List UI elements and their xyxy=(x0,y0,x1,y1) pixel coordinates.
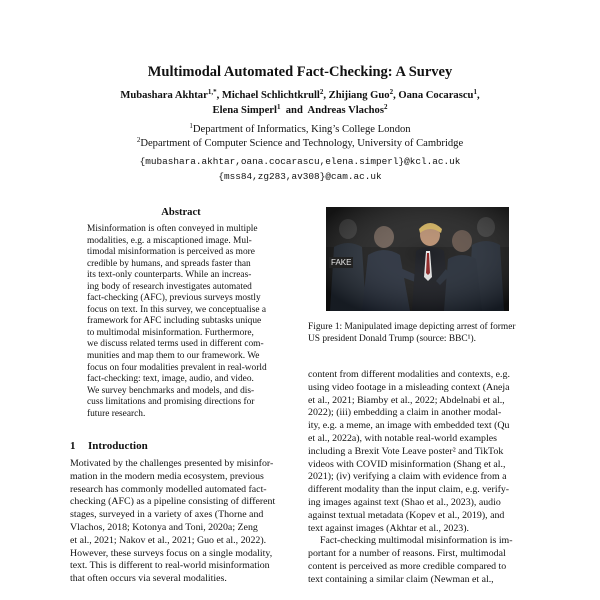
author-name: Elena Simperl xyxy=(212,105,277,116)
body-line: ing images against text (Shao et al., 2023), audio xyxy=(308,496,501,508)
body-line: ity, e.g. a meme, an image with embedded text (Qu xyxy=(308,420,510,432)
abstract-line: modalities, e.g. a miscaptioned image. Mul- xyxy=(87,235,252,246)
body-line: text against images (Akhtar et al., 2023). xyxy=(308,522,469,534)
author-name: Andreas Vlachos xyxy=(307,105,384,116)
affiliation-2-text: Department of Computer Science and Technology, University of Cambridge xyxy=(140,138,464,149)
introduction-line: stages, surveyed in a variety of axes (Thorne and xyxy=(70,509,264,521)
abstract-line: munities and map them to our framework. We xyxy=(87,351,260,362)
author-separator: , xyxy=(216,90,222,101)
section-title: Introduction xyxy=(88,440,148,452)
author-line-1 xyxy=(0,90,600,101)
body-line: 2022); (iii) embedding a claim in another modal- xyxy=(308,407,502,419)
introduction-line: Motivated by the challenges presented by misinfor- xyxy=(70,458,274,469)
introduction-line: mation in the modern media ecosystem, previous xyxy=(70,470,264,482)
right-column-body xyxy=(308,369,534,587)
caption-line: Figure 1: Manipulated image depicting arrest of former xyxy=(308,322,516,332)
author-affiliation-marker: 1 xyxy=(473,88,477,96)
affiliation-1-text: Department of Informatics, King’s College London xyxy=(192,124,411,135)
abstract-heading: Abstract xyxy=(161,207,201,218)
body-line: against textual metadata (Kopev et al., 2019), and xyxy=(308,509,505,521)
author-affiliation-marker: 2 xyxy=(389,88,394,96)
body-line: videos with COVID misinformation (Shang et al., xyxy=(308,458,506,470)
author-name: Mubashara Akhtar xyxy=(120,90,208,101)
body-line: including a Brexit Vote Leave poster² and TikTok xyxy=(308,445,504,457)
abstract-line: We survey benchmarks and models, and dis- xyxy=(87,385,255,396)
author-name: Zhijiang Guo xyxy=(328,90,390,101)
introduction-line: checking (AFC) as a pipeline consisting of different xyxy=(70,496,276,508)
section-heading-introduction xyxy=(70,440,292,452)
abstract-line: Misinformation is often conveyed in multiple xyxy=(87,224,258,234)
email-line-kcl: {mubashara.akhtar,oana.cocarascu,elena.simperl}@kcl.ac.uk xyxy=(139,156,461,167)
author-separator: and xyxy=(280,105,308,116)
abstract-line: fact-checking: text, image, audio, and video. xyxy=(87,374,254,385)
affiliation-1-marker: 1 xyxy=(189,122,193,130)
figure-caption xyxy=(308,322,534,346)
abstract-line: fact-checking (AFC), previous surveys mostly xyxy=(87,293,261,304)
author-separator: , xyxy=(476,90,480,101)
affiliation-1 xyxy=(0,124,600,135)
author-affiliation-marker: 1 xyxy=(276,103,281,111)
caption-line: US president Donald Trump (source: BBC¹). xyxy=(308,333,476,344)
author-affiliation-marker: 1,* xyxy=(207,88,217,96)
introduction-line: However, these surveys focus on a single modality, xyxy=(70,547,273,559)
body-line: et al., 2022a), with notable real-world examples xyxy=(308,432,497,444)
body-line: different modality than the input claim, e.g. verify- xyxy=(308,484,510,496)
abstract-line: credible by humans, and spreads faster than xyxy=(87,258,251,269)
introduction-line: that often occurs via several modalities. xyxy=(70,573,227,585)
introduction-line: Vlachos, 2018; Kotonya and Toni, 2020a; Zeng xyxy=(70,521,258,533)
author-affiliation-marker: 2 xyxy=(319,88,324,96)
figure-image xyxy=(326,207,509,311)
paper-title: Multimodal Automated Fact-Checking: A Survey xyxy=(147,64,453,80)
affiliation-2-marker: 2 xyxy=(136,136,141,144)
body-line: et al., 2021; Biamby et al., 2022; Abdelnabi et al., xyxy=(308,394,505,406)
abstract-line: focus on four modalities prevalent in real-world xyxy=(87,362,267,373)
author-line-2 xyxy=(0,105,600,116)
author-affiliation-marker: 2 xyxy=(383,103,388,111)
body-line: content is perceived as more credible compared to xyxy=(308,560,507,572)
author-name: Oana Cocarascu xyxy=(398,90,474,101)
introduction-line: research has commonly modelled automated fact- xyxy=(70,483,267,495)
author-separator: , xyxy=(323,90,329,101)
abstract-line: we discuss related terms used in different com- xyxy=(87,339,264,350)
abstract-line: framework for AFC including subtasks unique xyxy=(87,316,262,327)
author-name: Michael Schlichtkrull xyxy=(221,90,320,101)
body-line: portant for a number of reasons. First, multimodal xyxy=(308,548,506,560)
email-line-cam: {mss84,zg283,av308}@cam.ac.uk xyxy=(218,171,382,182)
abstract-line: its text-only counterparts. While an increas- xyxy=(87,270,252,281)
introduction-line: text. This is different to real-world misinformation xyxy=(70,560,270,572)
body-line: using video footage in a misleading context (Aneja xyxy=(308,381,510,393)
body-line: 2021); (iv) verifying a claim with evidence from a xyxy=(308,471,507,483)
abstract-line: ing body of research investigates automated xyxy=(87,281,252,292)
fake-label: FAKE xyxy=(331,258,352,267)
abstract-body xyxy=(87,224,277,420)
abstract-line: focus on text. In this survey, we conceptualise a xyxy=(87,304,267,315)
affiliation-2 xyxy=(0,138,600,149)
section-number: 1 xyxy=(70,440,76,452)
abstract-line: to multimodal misinformation. Furthermore, xyxy=(87,327,254,338)
abstract-line: timodal misinformation is perceived as more xyxy=(87,247,255,258)
author-separator: , xyxy=(393,90,399,101)
body-line: text containing a similar claim (Newman et al., xyxy=(308,573,494,585)
introduction-line: et al., 2021; Nakov et al., 2021; Guo et al., 2022). xyxy=(70,534,267,546)
body-line: content from different modalities and contexts, e.g. xyxy=(308,369,510,380)
introduction-body xyxy=(70,458,292,586)
abstract-line: cuss limitations and promising directions for xyxy=(87,397,255,408)
body-line: Fact-checking multimodal misinformation is im- xyxy=(320,535,513,547)
abstract-line: future research. xyxy=(87,408,146,419)
